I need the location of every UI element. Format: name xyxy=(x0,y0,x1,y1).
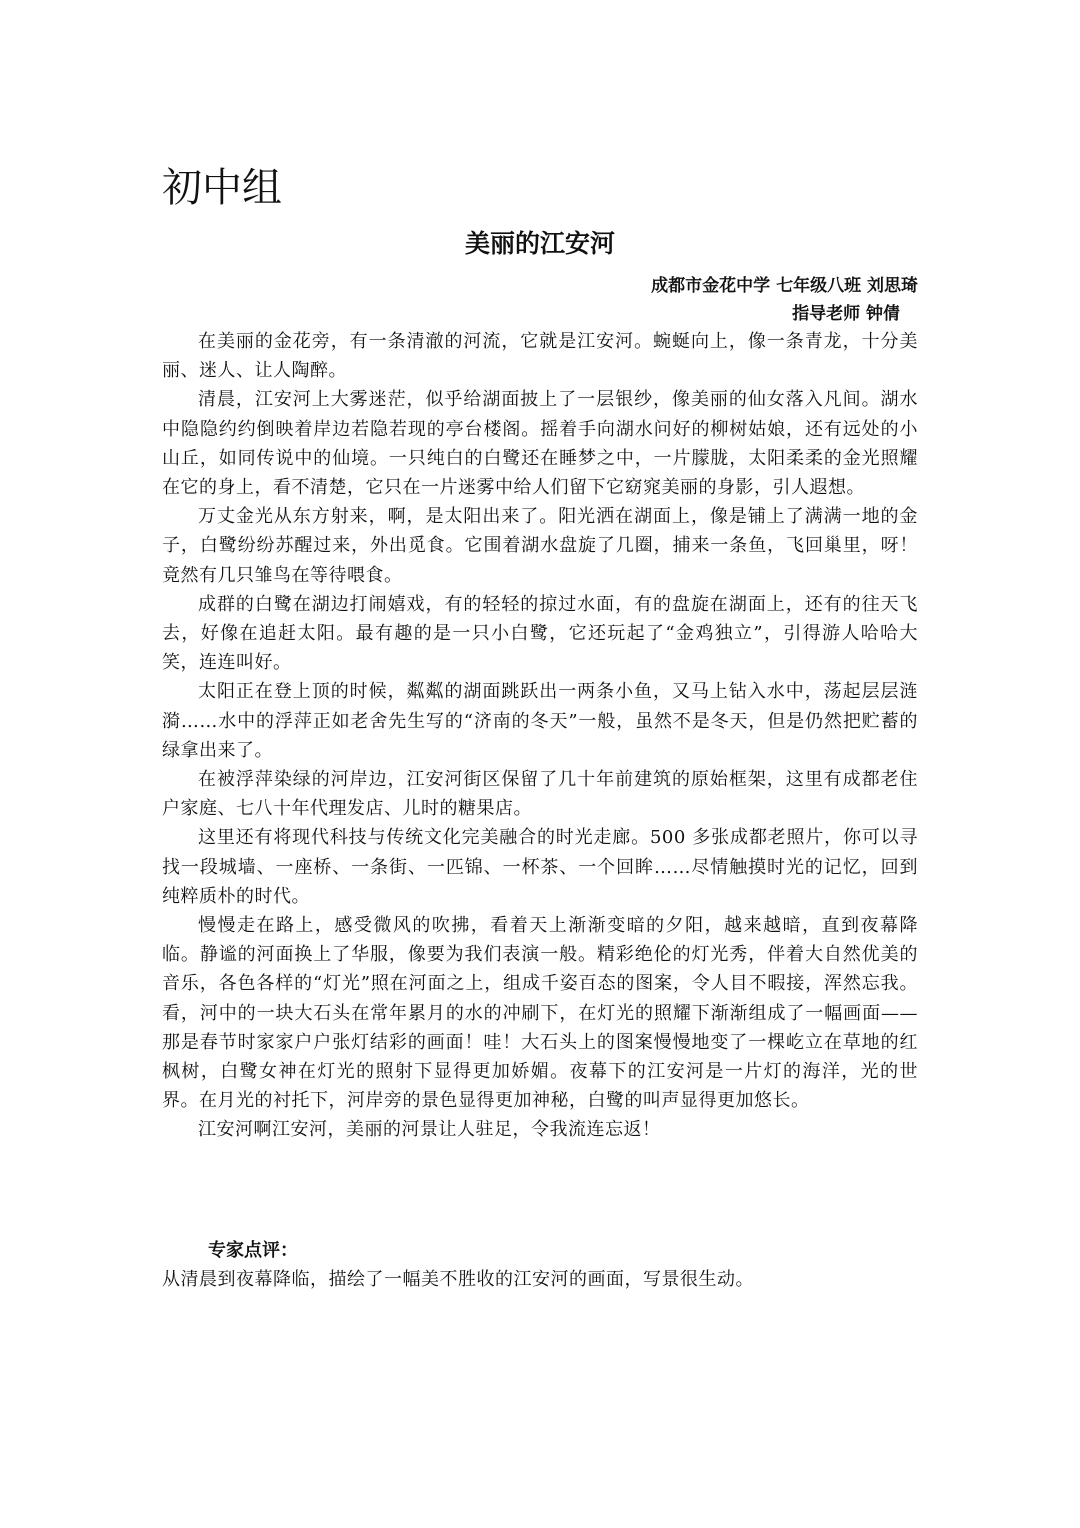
paragraph-sunrise: 万丈金光从东方射来，啊，是太阳出来了。阳光洒在湖面上，像是铺上了满满一地的金子，白鹭纷纷苏醒过来，外出觅食。它围着湖水盘旋了几圈，捕来一条鱼，飞回巢里，呀！竟然有几只雏鸟在等待喂食。 xyxy=(162,506,918,586)
review-label: 专家点评： xyxy=(208,1240,298,1261)
paragraph-morning: 清晨，江安河上大雾迷茫，似乎给湖面披上了一层银纱，像美丽的仙女落入凡间。湖水中隐隐约约倒映着岸边若隐若现的亭台楼阁。摇着手向湖水问好的柳树姑娘，还有远处的小山丘，如同传说中的仙境。一只纯白的白鹭还在睡梦之中，一片朦胧，太阳柔柔的金光照耀在它的身上，看不清楚，它只在一片迷雾中给人们留下它窈窕美丽的身影，引人遐想。 xyxy=(162,389,918,499)
paragraph-noon: 太阳正在登上顶的时候，粼粼的湖面跳跃出一两条小鱼，又马上钻入水中，荡起层层涟漪……水中的浮萍正如老舍先生写的“济南的冬天”一般，虽然不是冬天，但是仍然把贮蓄的绿拿出来了。 xyxy=(162,681,918,761)
paragraph-corridor: 这里还有将现代科技与传统文化完美融合的时光走廊。500 多张成都老照片，你可以寻找一段城墙、一座桥、一条街、一匹锦、一杯茶、一个回眸……尽情触摸时光的记忆，回到纯粹质朴的时代。 xyxy=(162,827,918,907)
paragraph-riverbank: 在被浮萍染绿的河岸边，江安河街区保留了几十年前建筑的原始框架，这里有成都老住户家庭、七八十年代理发店、儿时的糖果店。 xyxy=(162,769,918,820)
paragraph-intro: 在美丽的金花旁，有一条清澈的河流，它就是江安河。蜿蜒向上，像一条青龙，十分美丽、迷人、让人陶醉。 xyxy=(162,331,918,382)
group-heading: 初中组 xyxy=(162,165,282,211)
paragraph-conclusion: 江安河啊江安河，美丽的河景让人驻足，令我流连忘返！ xyxy=(198,1119,661,1141)
paragraph-evening: 慢慢走在路上，感受微风的吹拂，看着天上渐渐变暗的夕阳，越来越暗，直到夜幕降临。静谧的河面换上了华服，像要为我们表演一般。精彩绝伦的灯光秀，伴着大自然优美的音乐，各色各样的“灯光”照在河面之上，组成千姿百态的图案，令人目不暇接，浑然忘我。看，河中的一块大石头在常年累月的水的冲刷下，在灯光的照耀下渐渐组成了一幅画面——那是春节时家家户户张灯结彩的画面！哇！大石头上的图案慢慢地变了一棵屹立在草地的红枫树，白鹭女神在灯光的照射下显得更加娇媚。夜幕下的江安河是一片灯的海洋，光的世界。在月光的衬托下，河岸旁的景色显得更加神秘，白鹭的叫声显得更加悠长。 xyxy=(162,915,918,1112)
paragraph-egrets: 成群的白鹭在湖边打闹嬉戏，有的轻轻的掠过水面，有的盘旋在湖面上，还有的往天飞去，好像在追赶太阳。最有趣的是一只小白鹭，它还玩起了“金鸡独立”，引得游人哈哈大笑，连连叫好。 xyxy=(162,593,918,674)
article-title: 美丽的江安河 xyxy=(464,229,615,258)
teacher-line: 指导老师 钟倩 xyxy=(792,304,900,324)
review-text: 从清晨到夜幕降临，描绘了一幅美不胜收的江安河的画面，写景很生动。 xyxy=(162,1269,754,1290)
author-line: 成都市金花中学 七年级八班 刘思琦 xyxy=(651,276,918,296)
article-body xyxy=(162,327,918,1145)
